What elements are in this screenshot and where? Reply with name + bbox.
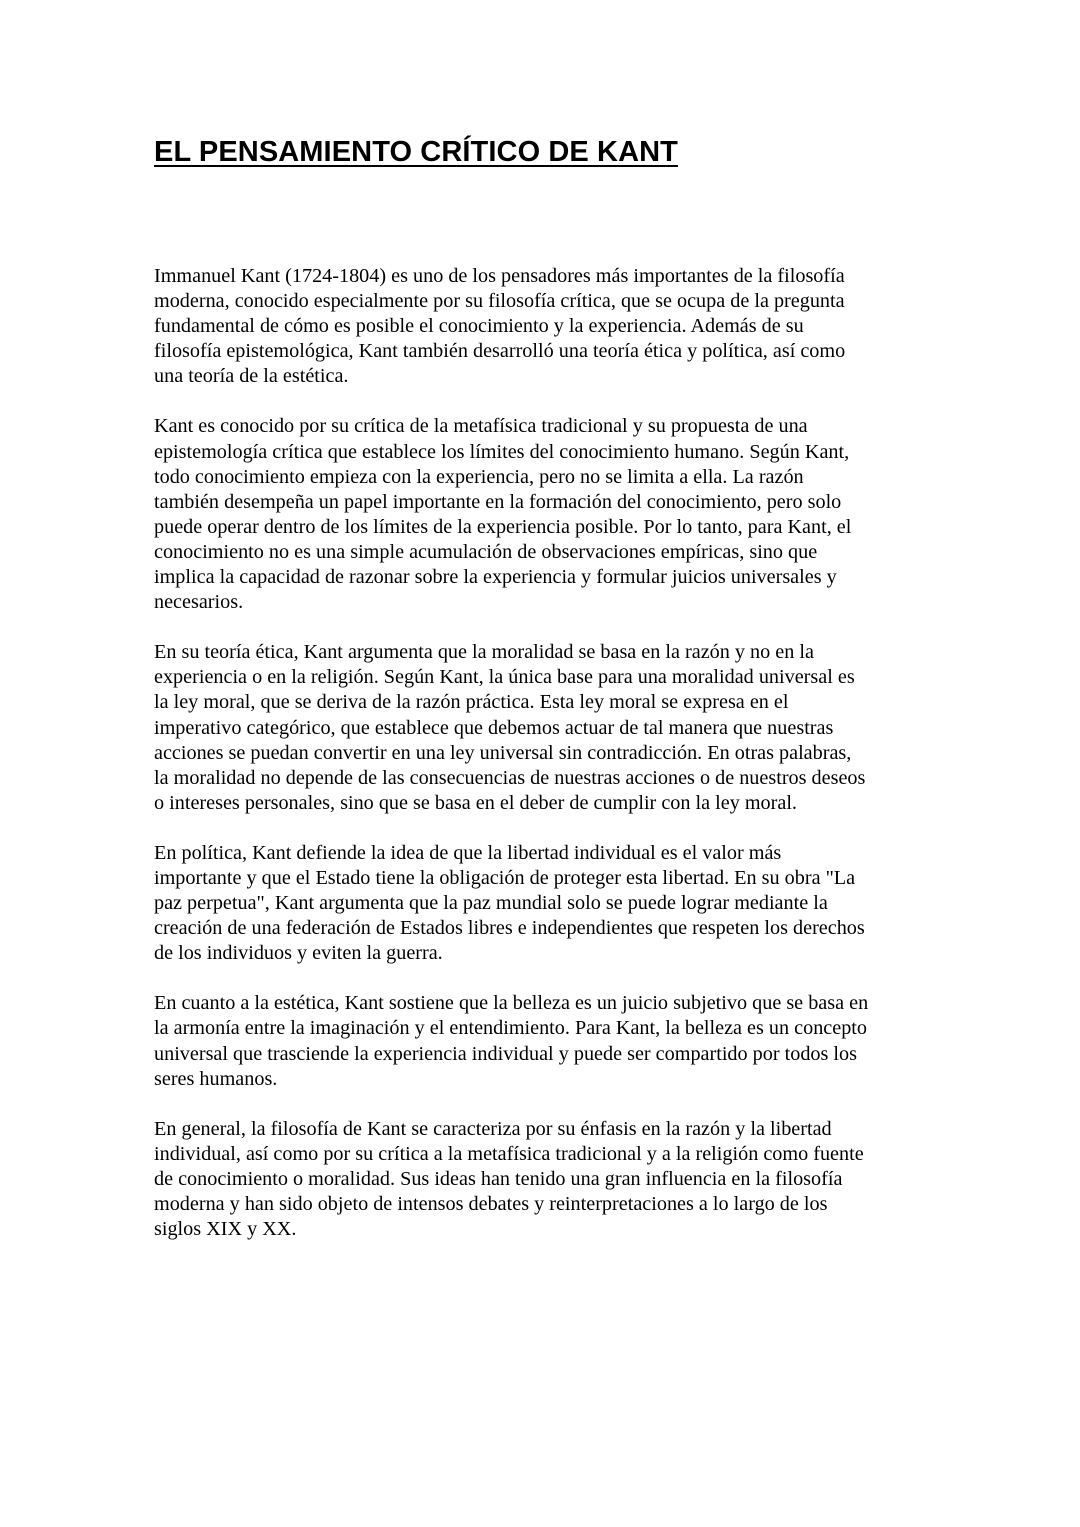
paragraph-line: una teoría de la estética. <box>154 365 349 388</box>
paragraph-line: moderna y han sido objeto de intensos debates y reinterpretaciones a lo largo de los <box>154 1193 828 1215</box>
paragraph-1 <box>154 264 934 389</box>
paragraph-line: En general, la filosofía de Kant se caracteriza por su énfasis en la razón y la libertad <box>154 1117 832 1140</box>
paragraph-line: todo conocimiento empieza con la experiencia, pero no se limita a ella. La razón <box>154 465 804 488</box>
paragraph-line: de los individuos y eviten la guerra. <box>154 942 443 965</box>
paragraph-line: seres humanos. <box>154 1067 278 1090</box>
paragraph-line: paz perpetua", Kant argumenta que la paz mundial solo se puede lograr mediante la <box>154 892 828 915</box>
paragraph-line: epistemología crítica que establece los límites del conocimiento humano. Según Kant, <box>154 440 850 463</box>
paragraph-line: implica la capacidad de razonar sobre la experiencia y formular juicios universales y <box>154 566 837 589</box>
paragraph-line: necesarios. <box>154 591 244 614</box>
paragraph-line: conocimiento no es una simple acumulación de observaciones empíricas, sino que <box>154 540 818 563</box>
paragraph-5 <box>154 991 934 1091</box>
paragraph-2 <box>154 414 934 615</box>
page-title: EL PENSAMIENTO CRÍTICO DE KANT <box>154 136 678 168</box>
paragraph-line: imperativo categórico, que establece que debemos actuar de tal manera que nuestras <box>154 716 834 739</box>
paragraph-3 <box>154 640 934 816</box>
paragraph-line: puede operar dentro de los límites de la experiencia posible. Por lo tanto, para Kant, el <box>154 515 852 538</box>
paragraph-line: fundamental de cómo es posible el conocimiento y la experiencia. Además de su <box>154 315 804 338</box>
paragraph-line: la moralidad no depende de las consecuencias de nuestras acciones o de nuestros deseos <box>154 766 866 789</box>
paragraph-line: Kant es conocido por su crítica de la metafísica tradicional y su propuesta de una <box>154 415 808 438</box>
paragraph-line: En cuanto a la estética, Kant sostiene que la belleza es un juicio subjetivo que se basa en <box>154 992 869 1015</box>
paragraph-line: filosofía epistemológica, Kant también desarrolló una teoría ética y política, así como <box>154 340 846 363</box>
paragraph-line: de conocimiento o moralidad. Sus ideas han tenido una gran influencia en la filosofía <box>154 1167 843 1190</box>
paragraph-line: también desempeña un papel importante en la formación del conocimiento, pero solo <box>154 490 842 513</box>
paragraph-line: o intereses personales, sino que se basa en el deber de cumplir con la ley moral. <box>154 791 797 814</box>
paragraph-line: En política, Kant defiende la idea de que la libertad individual es el valor más <box>154 841 782 864</box>
paragraph-6 <box>154 1117 934 1242</box>
paragraph-line: la armonía entre la imaginación y el entendimiento. Para Kant, la belleza es un concepto <box>154 1017 868 1040</box>
paragraph-line: importante y que el Estado tiene la obligación de proteger esta libertad. En su obra "La <box>154 866 856 889</box>
paragraph-line: individual, así como por su crítica a la metafísica tradicional y a la religión como fuente <box>154 1142 864 1165</box>
paragraph-line: la ley moral, que se deriva de la razón práctica. Esta ley moral se expresa en el <box>154 691 789 714</box>
paragraph-line: acciones se puedan convertir en una ley universal sin contradicción. En otras palabras, <box>154 741 852 764</box>
document-body <box>154 264 934 1267</box>
paragraph-line: siglos XIX y XX. <box>154 1218 297 1241</box>
paragraph-line: creación de una federación de Estados libres e independientes que respeten los derechos <box>154 917 865 940</box>
paragraph-line: universal que trasciende la experiencia individual y puede ser compartido por todos los <box>154 1042 857 1065</box>
paragraph-line: Immanuel Kant (1724-1804) es uno de los pensadores más importantes de la filosofía <box>154 265 845 287</box>
paragraph-4 <box>154 841 934 966</box>
paragraph-line: moderna, conocido especialmente por su filosofía crítica, que se ocupa de la pregunta <box>154 290 845 313</box>
paragraph-line: En su teoría ética, Kant argumenta que la moralidad se basa en la razón y no en la <box>154 641 814 664</box>
paragraph-line: experiencia o en la religión. Según Kant, la única base para una moralidad universal es <box>154 666 855 689</box>
